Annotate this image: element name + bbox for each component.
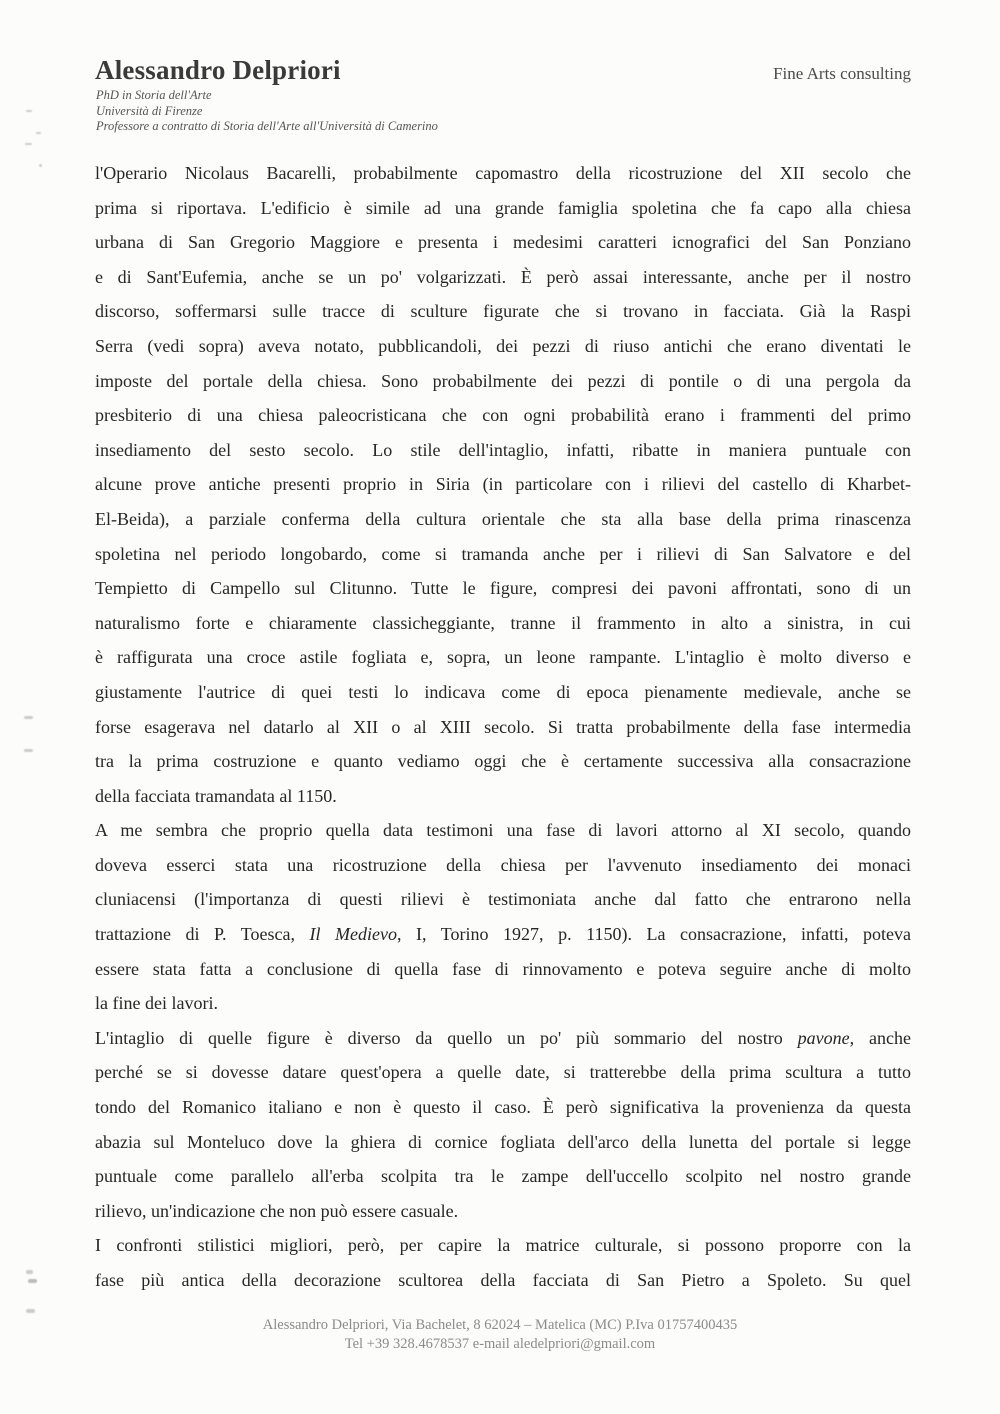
consulting-tagline: Fine Arts consulting bbox=[773, 64, 911, 83]
body-line: e di Sant'Eufemia, anche se un po' volgarizzati. È però assai interessante, anche per il nostro bbox=[95, 266, 911, 287]
body-line: giustamente l'autrice di quei testi lo indicava come di epoca pienamente medievale, anche se bbox=[95, 681, 911, 702]
scan-artifact bbox=[26, 1270, 33, 1274]
body-line: naturalismo forte e chiaramente classicheggiante, tranne il frammento in alto a sinistra, in cui bbox=[95, 612, 911, 633]
author-name: Alessandro Delpriori bbox=[95, 55, 341, 85]
body-line: urbana di San Gregorio Maggiore e presenta i medesimi caratteri icnografici del San Ponziano bbox=[95, 232, 911, 253]
document-footer bbox=[0, 1316, 1000, 1354]
body-line: cluniacensi (l'importanza di questi rilievi è testimoniata anche dal fatto che entrarono nella bbox=[95, 889, 911, 910]
body-line: insediamento del sesto secolo. Lo stile dell'intaglio, infatti, ribatte in maniera puntuale con bbox=[95, 439, 911, 460]
scan-artifact bbox=[39, 164, 42, 167]
body-line: El-Beida), a parziale conferma della cultura orientale che sta alla base della prima rinascenza bbox=[95, 508, 911, 529]
body-line: I confronti stilistici migliori, però, per capire la matrice culturale, si possono proporre con la bbox=[95, 1235, 911, 1256]
body-line: L'intaglio di quelle figure è diverso da quello un po' più sommario del nostro pavone, anche bbox=[95, 1027, 911, 1048]
scan-artifact bbox=[36, 132, 41, 134]
body-line: l'Operario Nicolaus Bacarelli, probabilmente capomastro della ricostruzione del XII secolo che bbox=[95, 163, 911, 183]
scan-artifact bbox=[24, 716, 33, 719]
footer-contact: Tel +39 328.4678537 e-mail aledelpriori@gmail.com bbox=[344, 1336, 656, 1352]
body-line: forse esagerava nel datarlo al XII o al XIII secolo. Si tratta probabilmente della fase intermedia bbox=[95, 716, 911, 737]
body-line: perché se si dovesse datare quest'opera a quelle date, si tratterebbe della prima scultura a tutto bbox=[95, 1062, 911, 1083]
credential-university: Università di Firenze bbox=[96, 103, 203, 118]
body-line: A me sembra che proprio quella data testimoni una fase di lavori attorno al XI secolo, quando bbox=[95, 820, 911, 841]
document-body bbox=[95, 156, 911, 1298]
body-line: la fine dei lavori. bbox=[95, 993, 218, 1014]
scan-artifact bbox=[28, 1279, 37, 1283]
body-line: Serra (vedi sopra) aveva notato, pubblicandoli, dei pezzi di riuso antichi che erano diventati le bbox=[95, 335, 911, 356]
author-credentials bbox=[96, 88, 796, 135]
body-line: rilievo, un'indicazione che non può essere casuale. bbox=[95, 1200, 459, 1221]
credential-phd: PhD in Storia dell'Arte bbox=[96, 88, 212, 102]
body-line: puntuale come parallelo all'erba scolpita tra le zampe dell'uccello scolpito nel nostro grande bbox=[95, 1166, 911, 1187]
body-line: prima si riportava. L'edificio è simile ad una grande famiglia spoletina che fa capo alla chiesa bbox=[95, 197, 911, 218]
body-line: essere stata fatta a conclusione di quella fase di rinnovamento e poteva seguire anche di molto bbox=[95, 958, 911, 979]
body-line: Tempietto di Campello sul Clitunno. Tutte le figure, compresi dei pavoni affrontati, sono di un bbox=[95, 578, 911, 599]
body-line: tra la prima costruzione e quanto vediamo oggi che è certamente successiva alla consacrazione bbox=[95, 751, 911, 772]
scan-artifact bbox=[26, 1309, 35, 1313]
document-header bbox=[95, 55, 911, 86]
footer-address: Alessandro Delpriori, Via Bachelet, 8 62024 – Matelica (MC) P.Iva 01757400435 bbox=[262, 1317, 738, 1333]
scan-artifact bbox=[25, 143, 32, 145]
credential-professorship: Professore a contratto di Storia dell'Arte all'Università di Camerino bbox=[96, 119, 438, 133]
body-line: alcune prove antiche presenti proprio in Siria (in particolare con i rilievi del castello di Kharbet- bbox=[95, 474, 911, 495]
body-line: della facciata tramandata al 1150. bbox=[95, 785, 337, 806]
body-line: tondo del Romanico italiano e non è questo il caso. È però significativa la provenienza da questa bbox=[95, 1097, 911, 1118]
body-line: è raffigurata una croce astile fogliata e, sopra, un leone rampante. L'intaglio è molto diverso e bbox=[95, 647, 911, 668]
body-line: spoletina nel periodo longobardo, come si tramanda anche per i rilievi di San Salvatore e del bbox=[95, 543, 911, 564]
body-line: fase più antica della decorazione scultorea della facciata di San Pietro a Spoleto. Su quel bbox=[95, 1270, 911, 1290]
body-line: imposte del portale della chiesa. Sono probabilmente dei pezzi di pontile o di una pergola da bbox=[95, 370, 911, 391]
scan-artifact bbox=[26, 110, 32, 112]
body-line: discorso, soffermarsi sulle tracce di sculture figurate che si trovano in facciata. Già la Raspi bbox=[95, 301, 911, 322]
body-line: doveva esserci stata una ricostruzione della chiesa per l'avvenuto insediamento dei monaci bbox=[95, 854, 911, 875]
body-line: presbiterio di una chiesa paleocristicana che con ogni probabilità erano i frammenti del primo bbox=[95, 405, 911, 426]
scan-artifact bbox=[24, 749, 33, 752]
body-line: trattazione di P. Toesca, Il Medievo, I, Torino 1927, p. 1150). La consacrazione, infatti, poteva bbox=[95, 924, 911, 945]
body-line: abazia sul Monteluco dove la ghiera di cornice fogliata dell'arco della lunetta del portale si legge bbox=[95, 1131, 911, 1152]
